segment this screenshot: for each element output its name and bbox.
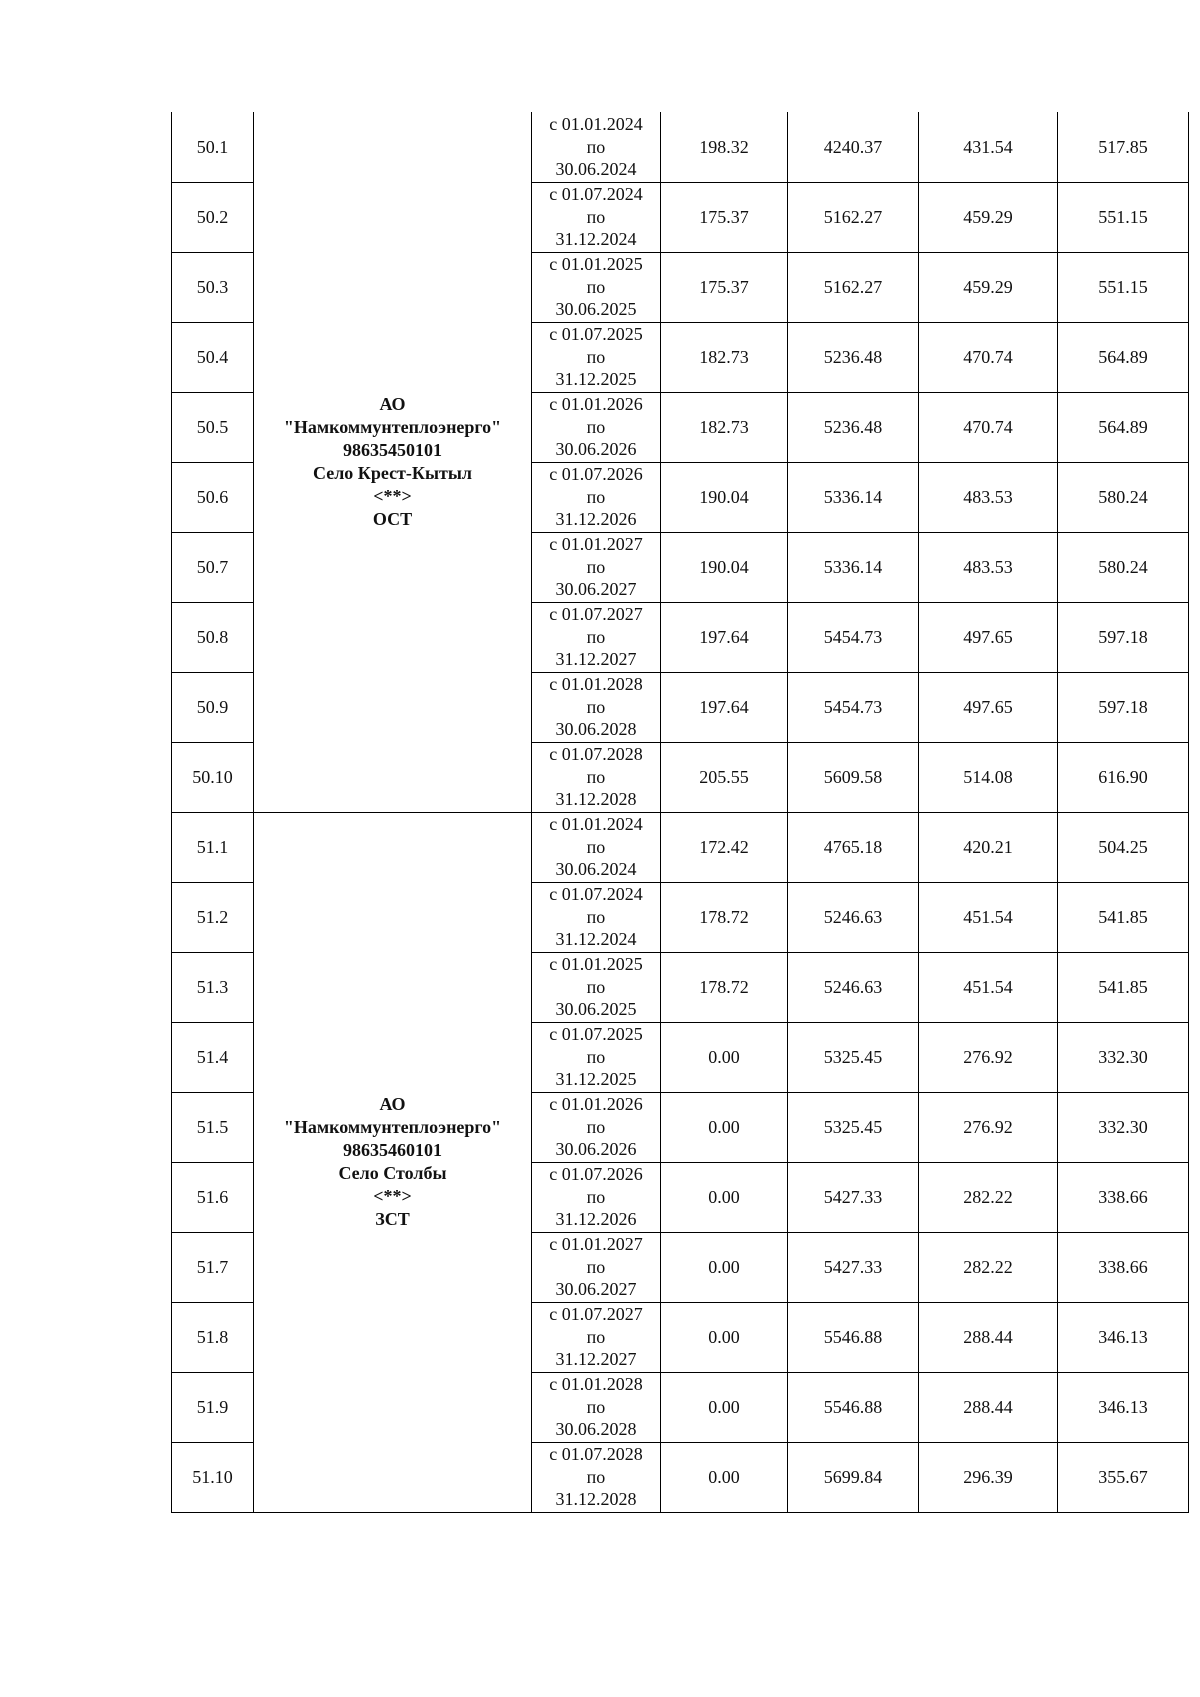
period-line: по [586, 626, 606, 647]
value-cell-3: 497.65 [919, 602, 1058, 672]
period-line: по [586, 836, 606, 857]
value-cell-2: 5236.48 [788, 322, 919, 392]
period-line: по [586, 556, 606, 577]
value-cell-4: 564.89 [1058, 392, 1189, 462]
period-line: по [586, 136, 606, 157]
value-cell-3: 296.39 [919, 1442, 1058, 1512]
period-line: с 01.01.2027 [549, 1234, 643, 1255]
period-cell [532, 322, 661, 392]
period-line: по [586, 1326, 606, 1347]
row-number-cell: 51.6 [172, 1162, 254, 1232]
period-line: 31.12.2024 [555, 929, 637, 950]
period-cell [532, 1022, 661, 1092]
period-line: с 01.01.2028 [549, 1374, 643, 1395]
value-cell-1: 205.55 [661, 742, 788, 812]
value-cell-3: 497.65 [919, 672, 1058, 742]
value-cell-3: 282.22 [919, 1162, 1058, 1232]
period-line: с 01.01.2024 [549, 814, 643, 835]
period-line: с 01.01.2024 [549, 114, 643, 134]
value-cell-4: 346.13 [1058, 1372, 1189, 1442]
value-cell-3: 514.08 [919, 742, 1058, 812]
period-line: 31.12.2028 [555, 1489, 637, 1510]
row-number-cell: 50.7 [172, 532, 254, 602]
organization-line: "Намкоммунтеплоэнерго" [283, 1117, 502, 1137]
period-line: 30.06.2027 [555, 1279, 637, 1300]
period-line: с 01.01.2028 [549, 674, 643, 695]
period-line: с 01.07.2026 [549, 1164, 643, 1185]
organization-line: Село Столбы [338, 1163, 447, 1183]
value-cell-4: 616.90 [1058, 742, 1189, 812]
value-cell-3: 470.74 [919, 322, 1058, 392]
period-line: 31.12.2028 [555, 789, 637, 810]
period-line: с 01.07.2025 [549, 1024, 643, 1045]
period-cell [532, 1232, 661, 1302]
period-line: по [586, 1256, 606, 1277]
period-line: 31.12.2025 [555, 1069, 637, 1090]
period-line: 31.12.2025 [555, 369, 637, 390]
value-cell-3: 276.92 [919, 1092, 1058, 1162]
period-line: 31.12.2027 [555, 649, 637, 670]
value-cell-3: 451.54 [919, 882, 1058, 952]
organization-cell [254, 112, 532, 812]
row-number-cell: 50.6 [172, 462, 254, 532]
period-line: с 01.01.2026 [549, 1094, 643, 1115]
period-line: по [586, 1466, 606, 1487]
value-cell-1: 197.64 [661, 672, 788, 742]
value-cell-3: 459.29 [919, 252, 1058, 322]
value-cell-2: 4240.37 [788, 112, 919, 182]
value-cell-2: 5546.88 [788, 1372, 919, 1442]
period-line: с 01.07.2028 [549, 744, 643, 765]
value-cell-2: 5246.63 [788, 952, 919, 1022]
value-cell-1: 0.00 [661, 1232, 788, 1302]
period-cell [532, 112, 661, 182]
value-cell-3: 451.54 [919, 952, 1058, 1022]
period-cell [532, 1442, 661, 1512]
period-cell [532, 1302, 661, 1372]
period-cell [532, 462, 661, 532]
value-cell-4: 338.66 [1058, 1162, 1189, 1232]
period-line: 30.06.2027 [555, 579, 637, 600]
row-number-cell: 50.5 [172, 392, 254, 462]
table-row [172, 112, 1189, 182]
value-cell-2: 5325.45 [788, 1092, 919, 1162]
period-line: 30.06.2025 [555, 299, 637, 320]
value-cell-3: 483.53 [919, 532, 1058, 602]
value-cell-3: 420.21 [919, 812, 1058, 882]
value-cell-4: 541.85 [1058, 952, 1189, 1022]
value-cell-4: 517.85 [1058, 112, 1189, 182]
organization-line: 98635450101 [343, 439, 442, 460]
value-cell-4: 551.15 [1058, 182, 1189, 252]
value-cell-2: 5325.45 [788, 1022, 919, 1092]
value-cell-2: 4765.18 [788, 812, 919, 882]
period-line: по [586, 906, 606, 927]
period-line: 30.06.2028 [555, 1419, 637, 1440]
period-cell [532, 1372, 661, 1442]
period-line: 30.06.2026 [555, 439, 637, 460]
value-cell-2: 5546.88 [788, 1302, 919, 1372]
row-number-cell: 51.5 [172, 1092, 254, 1162]
value-cell-2: 5427.33 [788, 1232, 919, 1302]
value-cell-3: 470.74 [919, 392, 1058, 462]
row-number-cell: 50.4 [172, 322, 254, 392]
period-line: 31.12.2027 [555, 1349, 637, 1370]
value-cell-1: 178.72 [661, 882, 788, 952]
value-cell-3: 282.22 [919, 1232, 1058, 1302]
organization-line: 98635460101 [343, 1140, 442, 1160]
row-number-cell: 50.10 [172, 742, 254, 812]
value-cell-1: 175.37 [661, 182, 788, 252]
organization-line: АО [379, 1094, 406, 1114]
period-line: с 01.07.2028 [549, 1444, 643, 1465]
value-cell-1: 0.00 [661, 1442, 788, 1512]
period-line: 30.06.2024 [555, 159, 637, 179]
row-number-cell: 50.8 [172, 602, 254, 672]
tariff-table-body [172, 112, 1189, 1512]
value-cell-3: 431.54 [919, 112, 1058, 182]
value-cell-4: 597.18 [1058, 602, 1189, 672]
value-cell-4: 504.25 [1058, 812, 1189, 882]
value-cell-3: 288.44 [919, 1302, 1058, 1372]
tariff-table [171, 112, 1189, 1513]
period-cell [532, 392, 661, 462]
organization-line: АО [379, 393, 406, 414]
row-number-cell: 51.2 [172, 882, 254, 952]
value-cell-3: 459.29 [919, 182, 1058, 252]
period-line: по [586, 1186, 606, 1207]
value-cell-4: 355.67 [1058, 1442, 1189, 1512]
row-number-cell: 51.7 [172, 1232, 254, 1302]
period-line: по [586, 766, 606, 787]
value-cell-4: 597.18 [1058, 672, 1189, 742]
organization-line: ОСТ [372, 508, 413, 529]
period-cell [532, 882, 661, 952]
period-cell [532, 952, 661, 1022]
row-number-cell: 51.3 [172, 952, 254, 1022]
value-cell-1: 197.64 [661, 602, 788, 672]
value-cell-2: 5246.63 [788, 882, 919, 952]
value-cell-2: 5162.27 [788, 182, 919, 252]
value-cell-3: 483.53 [919, 462, 1058, 532]
period-line: 30.06.2025 [555, 999, 637, 1020]
period-line: 31.12.2026 [555, 1209, 637, 1230]
period-line: 31.12.2026 [555, 509, 637, 530]
value-cell-1: 0.00 [661, 1302, 788, 1372]
value-cell-1: 0.00 [661, 1162, 788, 1232]
period-line: по [586, 1046, 606, 1067]
table-row [172, 812, 1189, 882]
period-line: 30.06.2024 [555, 859, 637, 880]
period-line: с 01.07.2025 [549, 324, 643, 345]
period-line: с 01.07.2027 [549, 1304, 643, 1325]
value-cell-2: 5336.14 [788, 462, 919, 532]
period-line: по [586, 416, 606, 437]
period-cell [532, 252, 661, 322]
value-cell-1: 182.73 [661, 322, 788, 392]
period-cell [532, 812, 661, 882]
period-cell [532, 672, 661, 742]
value-cell-2: 5427.33 [788, 1162, 919, 1232]
organization-line: <**> [373, 485, 412, 506]
period-line: 30.06.2028 [555, 719, 637, 740]
row-number-cell: 51.10 [172, 1442, 254, 1512]
period-cell [532, 532, 661, 602]
period-cell [532, 742, 661, 812]
value-cell-1: 190.04 [661, 532, 788, 602]
value-cell-1: 182.73 [661, 392, 788, 462]
row-number-cell: 51.1 [172, 812, 254, 882]
value-cell-3: 276.92 [919, 1022, 1058, 1092]
value-cell-2: 5454.73 [788, 672, 919, 742]
row-number-cell: 50.2 [172, 182, 254, 252]
period-line: по [586, 1116, 606, 1137]
value-cell-3: 288.44 [919, 1372, 1058, 1442]
value-cell-2: 5336.14 [788, 532, 919, 602]
value-cell-2: 5699.84 [788, 1442, 919, 1512]
value-cell-1: 0.00 [661, 1092, 788, 1162]
row-number-cell: 50.9 [172, 672, 254, 742]
period-line: с 01.07.2024 [549, 184, 643, 205]
period-line: с 01.01.2025 [549, 954, 643, 975]
organization-line: ЗСТ [375, 1209, 410, 1229]
row-number-cell: 51.4 [172, 1022, 254, 1092]
period-line: по [586, 696, 606, 717]
value-cell-1: 190.04 [661, 462, 788, 532]
value-cell-1: 198.32 [661, 112, 788, 182]
row-number-cell: 51.8 [172, 1302, 254, 1372]
period-line: с 01.07.2026 [549, 464, 643, 485]
period-line: по [586, 276, 606, 297]
period-line: по [586, 486, 606, 507]
value-cell-4: 580.24 [1058, 462, 1189, 532]
row-number-cell: 50.3 [172, 252, 254, 322]
value-cell-1: 175.37 [661, 252, 788, 322]
value-cell-4: 332.30 [1058, 1092, 1189, 1162]
value-cell-1: 172.42 [661, 812, 788, 882]
value-cell-2: 5162.27 [788, 252, 919, 322]
organization-line: "Намкоммунтеплоэнерго" [283, 416, 502, 437]
period-cell [532, 182, 661, 252]
period-line: по [586, 1396, 606, 1417]
organization-cell [254, 812, 532, 1512]
value-cell-4: 346.13 [1058, 1302, 1189, 1372]
period-line: 31.12.2024 [555, 229, 637, 250]
period-line: 30.06.2026 [555, 1139, 637, 1160]
organization-line: <**> [373, 1186, 412, 1206]
value-cell-4: 551.15 [1058, 252, 1189, 322]
value-cell-4: 338.66 [1058, 1232, 1189, 1302]
period-line: по [586, 976, 606, 997]
period-cell [532, 1162, 661, 1232]
value-cell-1: 0.00 [661, 1372, 788, 1442]
period-line: по [586, 346, 606, 367]
value-cell-1: 178.72 [661, 952, 788, 1022]
value-cell-4: 580.24 [1058, 532, 1189, 602]
value-cell-1: 0.00 [661, 1022, 788, 1092]
period-cell [532, 602, 661, 672]
value-cell-4: 332.30 [1058, 1022, 1189, 1092]
value-cell-4: 541.85 [1058, 882, 1189, 952]
value-cell-2: 5236.48 [788, 392, 919, 462]
period-line: с 01.07.2024 [549, 884, 643, 905]
organization-line: Село Крест-Кытыл [312, 462, 472, 483]
period-line: с 01.01.2027 [549, 534, 643, 555]
period-cell [532, 1092, 661, 1162]
value-cell-4: 564.89 [1058, 322, 1189, 392]
period-line: с 01.01.2026 [549, 394, 643, 415]
value-cell-2: 5609.58 [788, 742, 919, 812]
period-line: с 01.01.2025 [549, 254, 643, 275]
value-cell-2: 5454.73 [788, 602, 919, 672]
row-number-cell: 50.1 [172, 112, 254, 182]
period-line: с 01.07.2027 [549, 604, 643, 625]
period-line: по [586, 206, 606, 227]
row-number-cell: 51.9 [172, 1372, 254, 1442]
